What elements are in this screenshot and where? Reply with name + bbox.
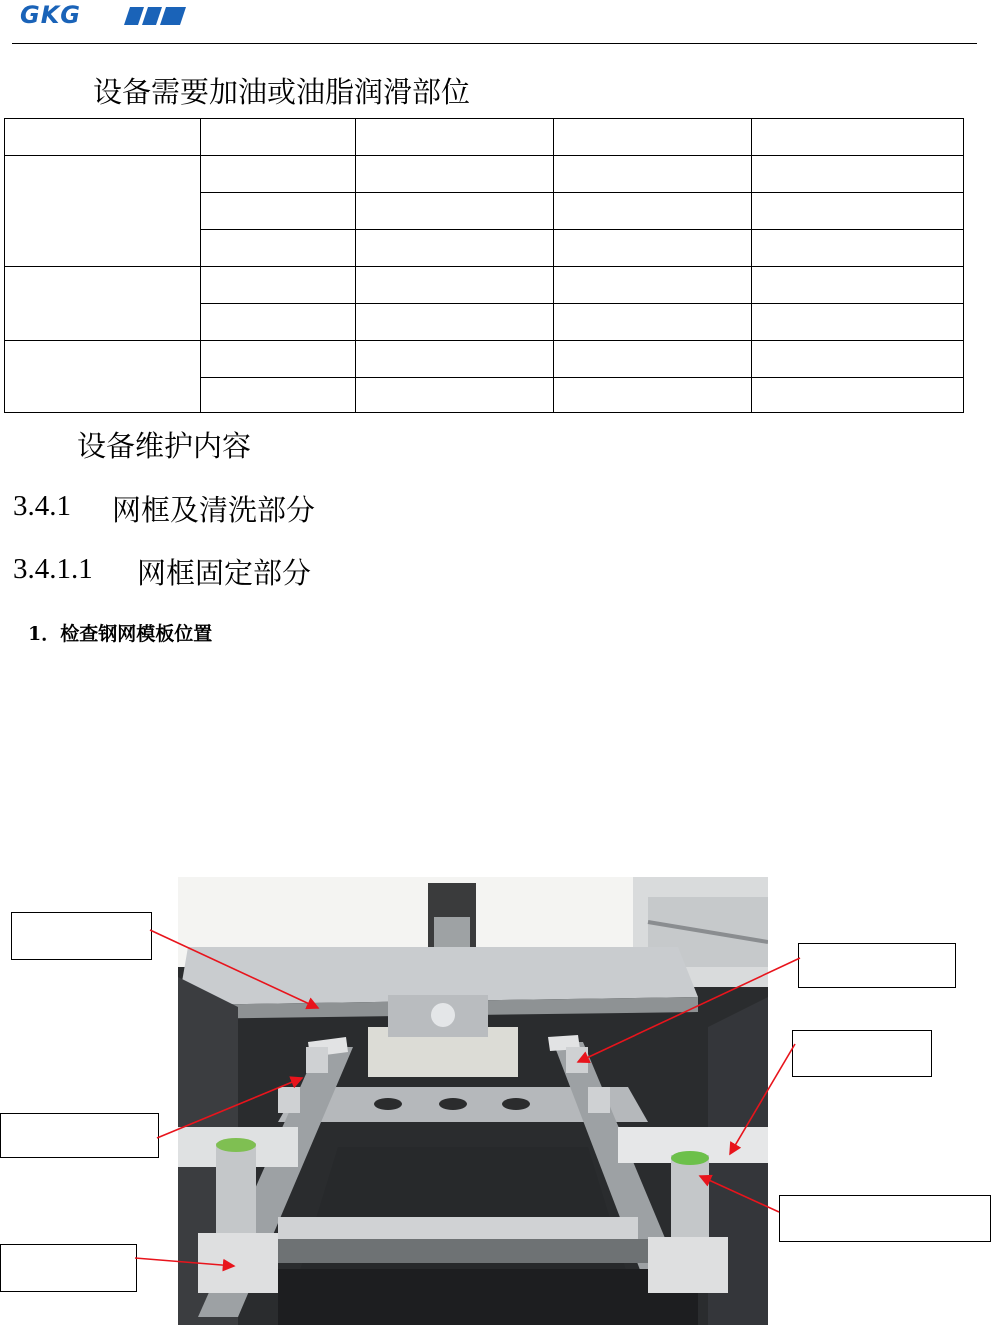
table-group-cell [5,341,201,413]
section-title-3-4-1-1: 网框固定部分 [137,556,312,590]
table-cell [356,193,554,230]
table-cell [752,193,964,230]
table-cell [356,304,554,341]
table-cell [752,156,964,193]
table-cell [554,304,752,341]
machine-photo [178,877,768,1325]
section-number-3-4-1-1: 3.4.1.1 [13,553,93,585]
table-cell [752,119,964,156]
table-cell [554,193,752,230]
table-cell [356,119,554,156]
table-cell [752,267,964,304]
callout-box-1 [11,912,152,960]
section-number-3-4-1: 3.4.1 [13,490,71,522]
gkg-logo [20,1,170,29]
table-cell [201,156,356,193]
table-row [5,267,964,304]
table-cell [752,378,964,413]
table-cell [201,193,356,230]
section-title-3-4-1: 网框及清洗部分 [112,493,316,527]
table-group-cell [5,267,201,341]
table-cell [201,304,356,341]
table-cell [554,267,752,304]
step-1-text: 1．检查钢网模板位置 [28,623,213,645]
table-cell [752,341,964,378]
table-cell [554,378,752,413]
callout-box-4 [0,1113,159,1158]
header-divider [12,43,977,44]
lubrication-heading: 设备需要加油或油脂润滑部位 [93,75,471,109]
maintenance-heading: 设备维护内容 [77,429,252,463]
table-cell [554,156,752,193]
table-cell [201,230,356,267]
table-cell [201,119,356,156]
table-cell [752,304,964,341]
logo-text: GKG [20,1,81,29]
table-group-cell [5,156,201,267]
table-cell [752,230,964,267]
table-cell [201,341,356,378]
table-cell [356,341,554,378]
lubrication-table [4,118,964,413]
table-cell [356,267,554,304]
table-cell [5,119,201,156]
table-cell [554,230,752,267]
machine-illustration [178,877,768,1325]
table-row [5,156,964,193]
table-cell [356,378,554,413]
table-header-row [5,119,964,156]
callout-box-6 [0,1244,137,1292]
table-cell [554,341,752,378]
callout-box-2 [798,943,956,988]
table-cell [356,230,554,267]
table-cell [356,156,554,193]
table-cell [201,267,356,304]
table-row [5,341,964,378]
callout-box-3 [792,1030,932,1077]
table-cell [201,378,356,413]
table-cell [554,119,752,156]
logo-bars-icon [124,7,186,25]
callout-box-5 [779,1195,991,1242]
